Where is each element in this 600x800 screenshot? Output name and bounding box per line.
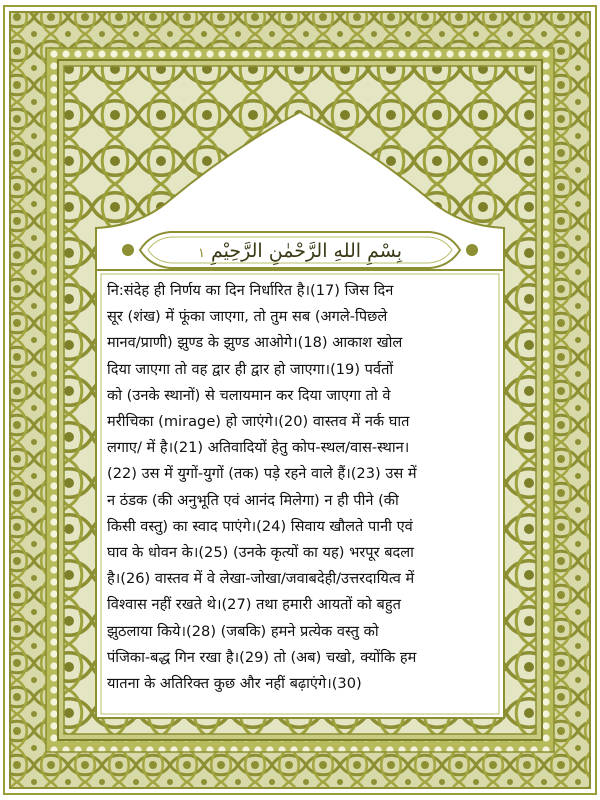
passage-line: मानव/प्राणी) झुण्ड के झुण्ड आओगे।(18) आकाश खोल [107, 334, 403, 352]
passage-line: नि:संदेह ही निर्णय का दिन निर्धारित है।(17) जिस दिन [107, 282, 394, 299]
passage-line: मरीचिका (mirage) हो जाएंगे।(20) वास्तव में नर्क घात [107, 413, 410, 431]
passage-line: पंजिका-बद्ध गिन रखा है।(29) तो (अब) चखो, क्योंकि हम [107, 648, 417, 666]
passage-line: दिया जाएगा तो वह द्वार ही द्वार हो जाएगा।(19) पर्वतों [107, 360, 394, 378]
passage-line: को (उनके स्थानों) से चलायमान कर दिया जाएगा तो वे [107, 386, 391, 404]
passage-line: किसी वस्तु) का स्वाद पाएंगे।(24) सिवाय खौलते पानी एवं [107, 517, 413, 535]
passage-text [107, 278, 493, 697]
passage-line: घाव के धोवन के।(25) (उनके कृत्यों का यह) भरपूर बदला [107, 544, 414, 562]
bismillah-text: بِسْمِ اللهِ الرَّحْمٰنِ الرَّحِيْمِ [211, 240, 402, 262]
passage-line: झुठलाया किये।(28) (जबकि) हमने प्रत्येक वस्तु को [107, 622, 379, 640]
passage-line: न ठंडक (की अनुभूति एवं आनंद मिलेगा) न ही पीने (की [107, 491, 399, 509]
passage-line: विश्वास नहीं रखते थे।(27) तथा हमारी आयतों को बहुत [107, 596, 401, 614]
bismillah-header [160, 236, 440, 266]
passage-line: लगाए/ में है।(21) अतिवादियों हेतु कोप-स्थल/वास-स्थान। [107, 439, 410, 457]
passage-line: यातना के अतिरिक्त कुछ और नहीं बढ़ाएंगे।(30) [107, 675, 362, 693]
passage-line: है।(26) वास्तव में वे लेखा-जोखा/जवाबदेही/उत्तरदायित्व में [107, 570, 415, 588]
verse-number-mark: ١ [198, 246, 205, 261]
passage-line: सूर (शंख) में फूंका जाएगा, तो तुम सब (अगले-पिछले [107, 308, 388, 326]
passage-line: (22) उस में युगों-युगों (तक) पड़े रहने वाले हैं।(23) उस में [107, 465, 417, 483]
